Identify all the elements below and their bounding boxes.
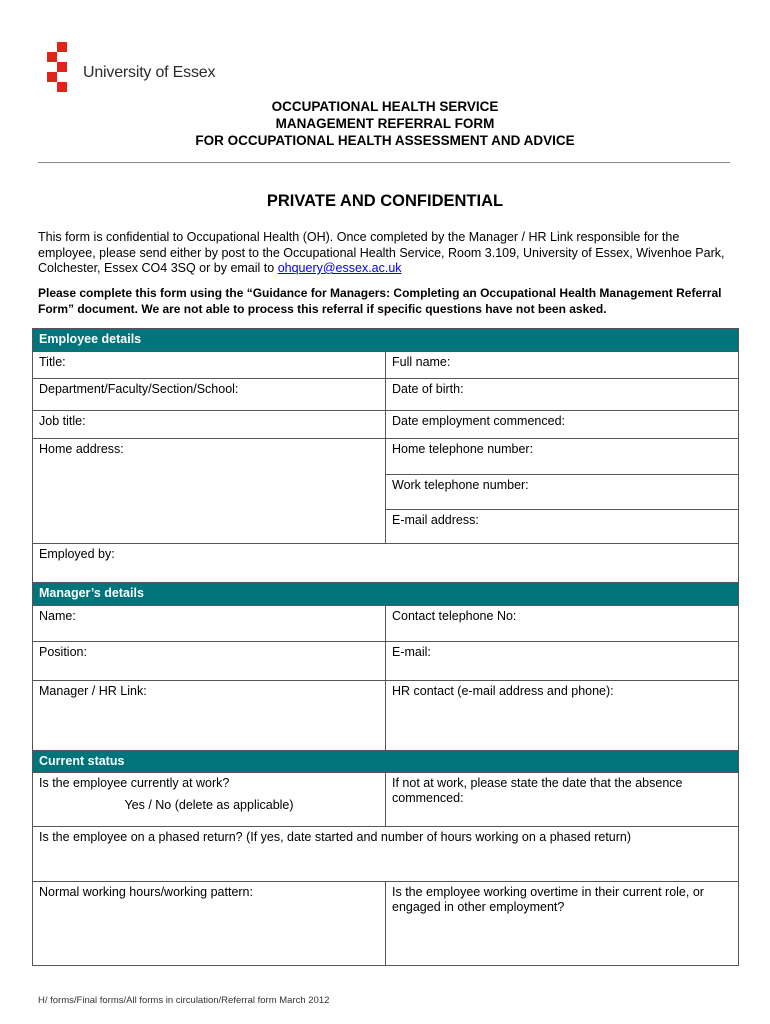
guidance-note: Please complete this form using the “Guidance for Managers: Completing an Occupational Health Management Referral Form” document. We are not able to process this referral if specific questions have not been asked. [38, 286, 722, 316]
logo-square [57, 62, 67, 72]
email-link[interactable]: ohquery@essex.ac.uk [277, 261, 402, 275]
field-overtime[interactable]: Is the employee working overtime in their current role, or engaged in other employment? [386, 882, 739, 966]
field-working-hours[interactable]: Normal working hours/working pattern: [33, 882, 386, 966]
field-hr-contact[interactable]: HR contact (e-mail address and phone): [386, 681, 739, 751]
field-manager-position[interactable]: Position: [33, 642, 386, 681]
field-date-of-birth[interactable]: Date of birth: [386, 379, 739, 411]
field-home-phone[interactable]: Home telephone number: [386, 439, 739, 475]
field-department[interactable]: Department/Faculty/Section/School: [33, 379, 386, 411]
university-logo [47, 42, 227, 102]
header-line-2: MANAGEMENT REFERRAL FORM [275, 116, 495, 131]
logo-square [47, 72, 57, 82]
header-divider [38, 162, 730, 163]
section-employee-details: Employee details [33, 329, 739, 352]
logo-text: University of Essex [83, 64, 216, 81]
field-full-name[interactable]: Full name: [386, 352, 739, 379]
field-phased-return[interactable]: Is the employee on a phased return? (If yes, date started and number of hours working on a phased return) [33, 827, 739, 882]
field-work-phone[interactable]: Work telephone number: [386, 475, 739, 510]
logo-square [57, 82, 67, 92]
logo-square [47, 52, 57, 62]
intro-paragraph [38, 230, 728, 277]
yes-no-option[interactable]: Yes / No (delete as applicable) [124, 797, 294, 812]
field-employed-by[interactable]: Employed by: [33, 544, 739, 583]
field-manager-name[interactable]: Name: [33, 606, 386, 642]
intro-text: This form is confidential to Occupational Health (OH). Once completed by the Manager / HR Link responsible for the employee, please send either by post to the Occupational Health Service, Room 3.109, University of Essex, Wivenhoe Park, Colchester, Essex CO4 3SQ or by email to [38, 230, 725, 275]
section-current-status: Current status [33, 751, 739, 773]
section-manager-details: Manager’s details [33, 583, 739, 606]
field-hr-link[interactable]: Manager / HR Link: [33, 681, 386, 751]
field-title[interactable]: Title: [33, 352, 386, 379]
header-line-3: FOR OCCUPATIONAL HEALTH ASSESSMENT AND ADVICE [195, 133, 575, 148]
header-line-1: OCCUPATIONAL HEALTH SERVICE [271, 99, 499, 114]
footer-path: H/ forms/Final forms/All forms in circulation/Referral form March 2012 [38, 995, 330, 1006]
field-manager-email[interactable]: E-mail: [386, 642, 739, 681]
field-job-title[interactable]: Job title: [33, 411, 386, 439]
field-absence-date[interactable]: If not at work, please state the date that the absence commenced: [386, 773, 739, 827]
field-home-address[interactable]: Home address: [33, 439, 386, 544]
at-work-question: Is the employee currently at work? [39, 776, 230, 790]
logo-square [57, 42, 67, 52]
referral-form-table [32, 328, 739, 966]
field-email-address[interactable]: E-mail address: [386, 510, 739, 544]
field-date-commenced[interactable]: Date employment commenced: [386, 411, 739, 439]
page-title: PRIVATE AND CONFIDENTIAL [266, 192, 504, 210]
field-contact-phone[interactable]: Contact telephone No: [386, 606, 739, 642]
field-at-work[interactable] [33, 773, 386, 827]
